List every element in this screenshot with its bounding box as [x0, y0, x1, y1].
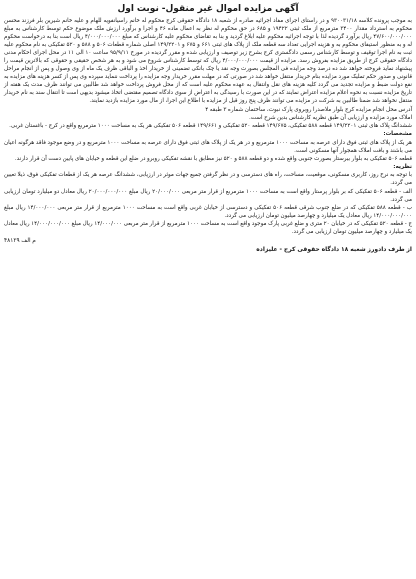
auction-address: آدرس محل انجام مزایده کرج بلوار ملاصدرا روبروی پارک نبوت، ساختمان شماره ۳ طبقه ۴	[205, 106, 412, 113]
specifications-heading: مشخصات:	[383, 131, 412, 138]
reference-number: م الف ۴۸۱۲۹	[4, 237, 36, 244]
signature-line: از طرف دادورز شعبه ۱۸ دادگاه حقوقی کرج - علیزاده	[256, 245, 412, 253]
specifications-text: هر یک از پلاک های ثبتی فوق دارای عرصه به مساحت ۱۰۰۰ مترمربع و در هر یک از پلاک های ثبتی فوق دارای عرصه به مساحت ۱۰۰۰ مترمربع و در وضع موجود فاقد هرگونه اعیان می باشند و بافت املاک همجوار آنها مسکونی است.	[4, 139, 412, 154]
valuation-item-c: ج - قطعه ۵۲۰ تفکیکی که در خیابان ۲۰ متری و ضلع غربی پارک موجود واقع است به مساحت ۱۰۰۰ مترمربع از قرار متر مربعی ۱۴/۰۰۰/۰۰۰ ریال مبلغ ۱۴/۰۰۰/۰۰۰/۰۰۰ ریال معادل یک میلیارد و چهارصد میلیون تومان ارزیابی می گردد.	[4, 221, 412, 236]
notice-body-paragraph: به موجب پرونده کلاسه ۹۳۰۰۳۱/۱۸ و در راستای اجرای مفاد اجرائیه صادره از شعبه ۱۸ دادگاه حقوقی کرج محکوم له خانم راسیانفویه للهام و علیه خانم شیرین بلر فرزند محسن محکوم به استرداد مقدار ۳۴۰۰ مترمربع از ملک ثبتی ۱۹۴۲۲ و ۶۸۵ در حق محکوم له نظر به اعمال ماده ۴۶ و اجرا و برآورد ارزش ملک موضوع حکم توسط کارشناس به مبلغ ۴۷/۶۰۰/۰۰۰/۰۰۰ ریال برآورد گردیده لذا با توجه اجرائیه محکوم علیه ابلاغ گردید و بنا به تقاضای محکوم علیه کارشناس که مبلغ ۴/۰۰۰/۰۰۰/۰۰۰ ریال است بنا به درخواست محکوم له و به منظور استیفای محکوم به و هزینه اجرایی تعداد سه قطعه ملک از پلاک های ثبتی ۶۶۱ و ۶۷۵ و ۱۴۹/۲۲۰۱ اصلی شماره قطعات ۵۰۶ و ۵۸۸ و ۵۲۰ تفکیکی به نام محکوم علیه ثبت به نام اجرا توقیف و توسط کارشناس رسمی دادگستری کرج بشرح زیر توصیف و ارزیابی شده و مقرر گردیده در مورخ ۹۵/۹/۱۱ ساعت ۱۰ الی ۱۱ در محل اجرای احکام مدنی دادگاه حقوقی کرج از طریق مزایده بفروش رسد. مزایده از قیمت ۴/۰۰۰/۰۰۰/۰۰۰ ریال که توسط کارشناس شروع می شود و به هر شخص حقیقی و حقوقی که بالاترین قیمت را پیشنهاد نماید فروخته خواهد شد ده درصد وجه مزایده فی المجلس بصورت وجه نقد یا چک بانکی تضمینی از خریدار اخذ و الباقی ظرف یک ماه از وی وصول و پس از انجام مراحل قانونی و صدور حکم تملیک مورد مزایده بنام خریدار منتقل خواهد شد در صورتی که در مهلت مقرر خریدار وجه مزایده را پرداخت ننماید سپرده وی پس از کسر هزینه های مزایده به نفع دولت ضبط و مزایده تجدید می گردد کلیه هزینه های نقل وانتقال به عهده محکوم علیه است که از محل فروش پرداخت خواهد شد طالبین می توانند ظرف مدت یک هفته از تاریخ مزایده نسبت به نحوه اعلام مزایده اعتراض نمایند که در این صورت با رسیدگی به اعتراض از سوی دادگاه تصمیم مقتضی اتخاذ میشود بدیهی است تا انتقال سند به نام خریدار منتقل نخواهد شد ضمنا طالبین به شرکت در مزایده می توانند ظرف پنج روز قبل از مزایده با اطلاع این اجرا، از مال مورد مزایده بازدید نمایند.	[4, 18, 413, 105]
valuation-item-b: ب - قطعه ۵۸۸ تفکیکی که در ضلع جنوب شرقی قطعه ۵۰۶ تفکیکی و دسترسی از خیابان غربی واقع است به مساحت ۱۰۰۰ مترمربع از قرار متر مربعی ۱۴/۰۰۰/۰۰۰ ریال مبلغ ۱۴/۰۰۰/۰۰۰/۰۰۰ ریال معادل یک میلیارد و چهارصد میلیون تومان ارزیابی می گردد.	[4, 204, 412, 219]
opinion-text: با توجه به نرخ روز، کاربری مسکونی، موقعیت، مساحت، راه های دسترسی و در نظر گرفتن جمیع جهات موثر در ارزیابی، ششدانگ عرصه هر یک از قطعات تفکیکی فوق، ذیلا تعیین می گردد.	[4, 172, 412, 187]
valuation-item-a: الف - قطعه ۵۰۶ تفکیکی که بر بلوار پرستار واقع است به مساحت ۱۰۰۰ مترمربع از قرار متر مربعی ۲۰/۰۰۰/۰۰۰ ریال مبلغ ۲۰/۰۰۰/۰۰۰/۰۰۰ ریال معادل دو میلیارد تومان ارزیابی می گردد.	[4, 188, 412, 203]
properties-plots: ششدانگ پلاک های ثبتی ۱۴۹/۲۲۰۱ قطعه ۵۸۸ تفکیکی، ۱۴۹/۶۷۵ قطعه ۵۲۰ تفکیکی و ۱۴۹/۶۶۱ قطعه ۵۰۶ تفکیکی هر یک به مساحت ۱۰۰۰ مترمربع واقع در کرج - باغستان غربی.	[9, 123, 412, 130]
auction-notice	[4, 3, 412, 571]
opinion-heading: نظریه:	[393, 164, 412, 171]
plot-location-text: قطعه ۵۰۶ تفکیکی به بلوار بیرستار بصورت جنوبی واقع شده و دو قطعه ۵۸۸ و ۵۲۰ نیز مطابق با نقشه تفکیکی روبرو در ضلع این قطعه و خیابان های پایین دست آن قرار دارند.	[14, 155, 412, 162]
properties-intro: املاک مورد مزایده و ارزیابی آن طبق نظریه کارشناس بدین شرح است.	[249, 114, 412, 121]
notice-title: آگهی مزایده اموال غیر منقول- نوبت اول	[117, 4, 299, 14]
